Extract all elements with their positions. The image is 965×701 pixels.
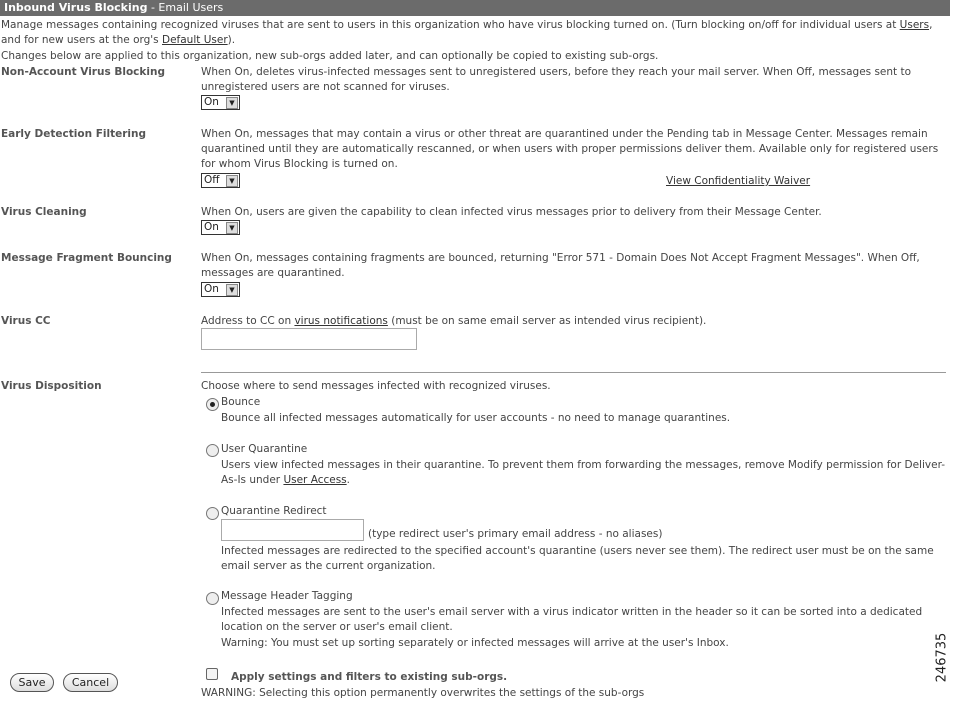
intro-line1c: ).: [227, 34, 236, 46]
bounce-desc: Bounce all infected messages automatically for user accounts - no need to manage quarantines.: [221, 412, 731, 424]
virus-cc-input[interactable]: [201, 328, 417, 350]
header-tagging-desc: Infected messages are sent to the user's email server with a virus indicator written in the header so it can be sorted into a dedicated location on the server or user's email client.: [221, 606, 923, 633]
virus-notifications-link[interactable]: virus notifications: [294, 315, 388, 327]
virus-cleaning-label: Virus Cleaning: [1, 206, 87, 218]
select-value: On: [204, 221, 219, 233]
intro-line1: Manage messages containing recognized viruses that are sent to users in this organization who have virus blocking turned on. (Turn blocking on/off for individual users at: [1, 19, 900, 31]
header-title: Inbound Virus Blocking: [4, 1, 148, 14]
intro-text: [1, 18, 946, 48]
redirect-address-input[interactable]: [221, 519, 364, 541]
chevron-down-icon: ▼: [226, 175, 238, 187]
virus-cleaning-select[interactable]: [201, 220, 240, 235]
bounce-radio[interactable]: [206, 398, 219, 411]
header-tagging-warning: Warning: You must set up sorting separately or infected messages will arrive at the user's Inbox.: [221, 637, 729, 649]
apply-sub-orgs-checkbox[interactable]: [206, 668, 218, 680]
default-user-link[interactable]: Default User: [162, 34, 228, 46]
quarantine-redirect-desc: Infected messages are redirected to the specified account's quarantine (users never see them). The redirect user must be on the same email server as the current organization.: [221, 545, 934, 572]
fragment-bouncing-label: Message Fragment Bouncing: [1, 252, 172, 264]
fragment-bouncing-desc: When On, messages containing fragments are bounced, returning "Error 571 - Domain Does Not Accept Fragment Messages". When Off, messages are quarantined.: [201, 252, 920, 279]
quarantine-redirect-label[interactable]: Quarantine Redirect: [221, 505, 327, 517]
non-account-select[interactable]: [201, 95, 240, 110]
intro-line1b: , and for new users at the org's: [1, 19, 933, 46]
cc-desc-a: Address to CC on: [201, 315, 295, 327]
early-detection-select[interactable]: [201, 173, 240, 188]
apply-sub-orgs-label[interactable]: Apply settings and filters to existing sub-orgs.: [231, 671, 508, 683]
virus-disposition-desc: Choose where to send messages infected with recognized viruses.: [201, 380, 551, 392]
user-access-link[interactable]: User Access: [283, 474, 347, 486]
redirect-hint: (type redirect user's primary email address - no aliases): [368, 528, 663, 540]
users-link[interactable]: Users: [899, 19, 930, 31]
non-account-label: Non-Account Virus Blocking: [1, 66, 165, 78]
figure-id: 246735: [934, 632, 950, 683]
non-account-desc: When On, deletes virus-infected messages sent to unregistered users, before they reach your mail server. When Off, messages sent to unregistered users are not scanned for viruses.: [201, 66, 912, 93]
header-subtitle: - Email Users: [147, 1, 224, 14]
fragment-bouncing-select[interactable]: [201, 282, 240, 297]
bounce-label[interactable]: Bounce: [221, 396, 261, 408]
chevron-down-icon: ▼: [226, 97, 238, 109]
cancel-button[interactable]: Cancel: [63, 673, 118, 692]
page-header: [0, 0, 950, 16]
header-tagging-radio[interactable]: [206, 592, 219, 605]
divider: [201, 372, 946, 373]
sub-orgs-warning: WARNING: Selecting this option permanently overwrites the settings of the sub-orgs: [201, 687, 645, 699]
virus-disposition-label: Virus Disposition: [1, 380, 102, 392]
user-quarantine-desc: [221, 458, 946, 488]
early-detection-label: Early Detection Filtering: [1, 128, 146, 140]
virus-cc-label: Virus CC: [1, 315, 51, 327]
user-quarantine-radio[interactable]: [206, 444, 219, 457]
save-button[interactable]: Save: [10, 673, 54, 692]
chevron-down-icon: ▼: [226, 222, 238, 234]
select-value: On: [204, 283, 219, 295]
intro-line2: Changes below are applied to this organization, new sub-orgs added later, and can optionally be copied to existing sub-orgs.: [1, 50, 659, 62]
user-quarantine-text: Users view infected messages in their quarantine. To prevent them from forwarding the messages, remove Modify permission for Deliver-As-Is under: [221, 459, 946, 486]
chevron-down-icon: ▼: [226, 284, 238, 296]
select-value: On: [204, 96, 219, 108]
user-quarantine-label[interactable]: User Quarantine: [221, 443, 308, 455]
header-tagging-label[interactable]: Message Header Tagging: [221, 590, 353, 602]
cc-desc-b: (must be on same email server as intended virus recipient).: [387, 315, 707, 327]
virus-cc-desc: [201, 314, 949, 329]
period: .: [346, 474, 350, 486]
early-detection-desc: When On, messages that may contain a virus or other threat are quarantined under the Pending tab in Message Center. Messages remain quarantined until they are automatically rescanned, or when users with proper permissions deliver them. Available only for registered users for whom Virus Blocking is turned on.: [201, 128, 939, 170]
virus-cleaning-desc: When On, users are given the capability to clean infected virus messages prior to delivery from their Message Center.: [201, 206, 822, 218]
quarantine-redirect-radio[interactable]: [206, 507, 219, 520]
select-value: Off: [204, 174, 220, 186]
view-confidentiality-waiver-link[interactable]: View Confidentiality Waiver: [666, 175, 811, 187]
